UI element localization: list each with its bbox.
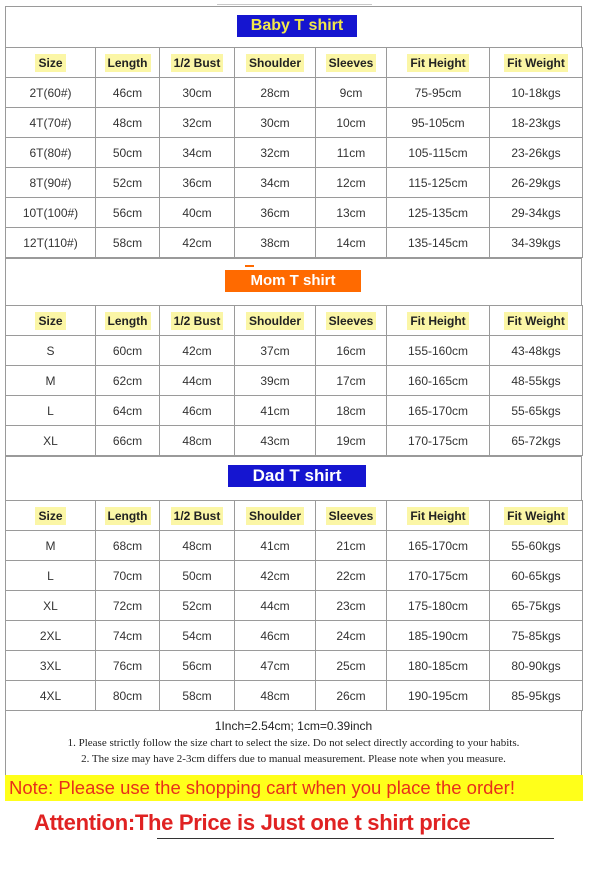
cell-shoulder: 37cm bbox=[235, 336, 316, 366]
cell-length: 60cm bbox=[96, 336, 160, 366]
cell-size: 4T(70#) bbox=[6, 108, 96, 138]
cell-length: 58cm bbox=[96, 228, 160, 258]
table-row bbox=[6, 531, 583, 561]
cell-shoulder: 42cm bbox=[235, 561, 316, 591]
cell-sleeves: 22cm bbox=[316, 561, 387, 591]
cell-bust: 56cm bbox=[160, 651, 235, 681]
cell-fit-height: 170-175cm bbox=[387, 426, 490, 456]
size-chart bbox=[5, 6, 582, 779]
measurement-note: 2. The size may have 2-3cm differs due to manual measurement. Please note when you measure. bbox=[81, 753, 506, 765]
cell-bust: 44cm bbox=[160, 366, 235, 396]
col-length-header: Length bbox=[96, 501, 160, 531]
mom-title: Mom T shirt bbox=[225, 270, 361, 292]
cell-shoulder: 28cm bbox=[235, 78, 316, 108]
mom-section-header bbox=[5, 258, 582, 305]
cell-fit-weight: 29-34kgs bbox=[490, 198, 583, 228]
col-shoulder-header: Shoulder bbox=[235, 306, 316, 336]
cell-bust: 48cm bbox=[160, 531, 235, 561]
cell-size: 12T(110#) bbox=[6, 228, 96, 258]
col-size-header: Size bbox=[6, 501, 96, 531]
cell-fit-height: 95-105cm bbox=[387, 108, 490, 138]
cell-bust: 36cm bbox=[160, 168, 235, 198]
cell-fit-weight: 65-72kgs bbox=[490, 426, 583, 456]
cell-length: 68cm bbox=[96, 531, 160, 561]
cell-sleeves: 12cm bbox=[316, 168, 387, 198]
cell-shoulder: 34cm bbox=[235, 168, 316, 198]
cell-length: 80cm bbox=[96, 681, 160, 711]
cell-fit-weight: 85-95kgs bbox=[490, 681, 583, 711]
table-header-row bbox=[6, 48, 583, 78]
cell-size: 8T(90#) bbox=[6, 168, 96, 198]
cell-bust: 54cm bbox=[160, 621, 235, 651]
cell-fit-height: 75-95cm bbox=[387, 78, 490, 108]
cell-size: 4XL bbox=[6, 681, 96, 711]
cell-fit-weight: 34-39kgs bbox=[490, 228, 583, 258]
cell-fit-weight: 55-65kgs bbox=[490, 396, 583, 426]
unit-conversion-note: 1Inch=2.54cm; 1cm=0.39inch bbox=[214, 719, 373, 733]
col-fit-height-header: Fit Height bbox=[387, 306, 490, 336]
cell-shoulder: 36cm bbox=[235, 198, 316, 228]
cell-sleeves: 14cm bbox=[316, 228, 387, 258]
cell-fit-height: 135-145cm bbox=[387, 228, 490, 258]
cell-fit-weight: 60-65kgs bbox=[490, 561, 583, 591]
cell-length: 74cm bbox=[96, 621, 160, 651]
cell-shoulder: 43cm bbox=[235, 426, 316, 456]
cell-fit-height: 175-180cm bbox=[387, 591, 490, 621]
cell-shoulder: 30cm bbox=[235, 108, 316, 138]
cell-sleeves: 19cm bbox=[316, 426, 387, 456]
cell-sleeves: 26cm bbox=[316, 681, 387, 711]
cell-bust: 34cm bbox=[160, 138, 235, 168]
cell-size: 10T(100#) bbox=[6, 198, 96, 228]
cell-sleeves: 11cm bbox=[316, 138, 387, 168]
cell-length: 52cm bbox=[96, 168, 160, 198]
col-shoulder-header: Shoulder bbox=[235, 501, 316, 531]
table-row bbox=[6, 108, 583, 138]
col-fit-height-header: Fit Height bbox=[387, 501, 490, 531]
table-row bbox=[6, 138, 583, 168]
cell-shoulder: 44cm bbox=[235, 591, 316, 621]
col-fit-height-header: Fit Height bbox=[387, 48, 490, 78]
cell-length: 70cm bbox=[96, 561, 160, 591]
cell-fit-height: 115-125cm bbox=[387, 168, 490, 198]
col-size-header: Size bbox=[6, 306, 96, 336]
cell-shoulder: 47cm bbox=[235, 651, 316, 681]
table-row bbox=[6, 366, 583, 396]
cell-shoulder: 41cm bbox=[235, 396, 316, 426]
cell-sleeves: 25cm bbox=[316, 651, 387, 681]
cell-bust: 42cm bbox=[160, 336, 235, 366]
attention-underline bbox=[157, 838, 554, 839]
dad-title: Dad T shirt bbox=[228, 465, 366, 487]
col-sleeves-header: Sleeves bbox=[316, 306, 387, 336]
cell-bust: 58cm bbox=[160, 681, 235, 711]
cell-length: 64cm bbox=[96, 396, 160, 426]
table-row bbox=[6, 651, 583, 681]
col-length-header: Length bbox=[96, 48, 160, 78]
cell-fit-height: 180-185cm bbox=[387, 651, 490, 681]
table-row bbox=[6, 198, 583, 228]
cell-fit-weight: 23-26kgs bbox=[490, 138, 583, 168]
baby-size-table bbox=[5, 47, 583, 258]
cell-size: 2XL bbox=[6, 621, 96, 651]
col-shoulder-header: Shoulder bbox=[235, 48, 316, 78]
cell-sleeves: 13cm bbox=[316, 198, 387, 228]
cell-sleeves: 10cm bbox=[316, 108, 387, 138]
cell-fit-height: 105-115cm bbox=[387, 138, 490, 168]
cell-size: M bbox=[6, 366, 96, 396]
mom-title-accent bbox=[245, 265, 254, 267]
attention-prefix: Attention: bbox=[34, 810, 135, 835]
cell-sleeves: 21cm bbox=[316, 531, 387, 561]
cell-bust: 46cm bbox=[160, 396, 235, 426]
cell-shoulder: 48cm bbox=[235, 681, 316, 711]
cell-size: 6T(80#) bbox=[6, 138, 96, 168]
cell-sleeves: 24cm bbox=[316, 621, 387, 651]
attention-text: The Price is Just one t shirt price bbox=[134, 810, 471, 835]
table-row bbox=[6, 396, 583, 426]
cell-fit-weight: 43-48kgs bbox=[490, 336, 583, 366]
cell-size: 3XL bbox=[6, 651, 96, 681]
cell-size: 2T(60#) bbox=[6, 78, 96, 108]
table-row bbox=[6, 228, 583, 258]
col-sleeves-header: Sleeves bbox=[316, 48, 387, 78]
price-attention bbox=[34, 810, 470, 836]
cell-length: 48cm bbox=[96, 108, 160, 138]
cell-length: 76cm bbox=[96, 651, 160, 681]
cell-fit-height: 155-160cm bbox=[387, 336, 490, 366]
dad-size-table bbox=[5, 500, 583, 711]
col-fit-weight-header: Fit Weight bbox=[490, 48, 583, 78]
col-bust-header: 1/2 Bust bbox=[160, 48, 235, 78]
cell-size: S bbox=[6, 336, 96, 366]
cell-fit-weight: 26-29kgs bbox=[490, 168, 583, 198]
table-row bbox=[6, 681, 583, 711]
cell-shoulder: 32cm bbox=[235, 138, 316, 168]
cell-size: XL bbox=[6, 426, 96, 456]
table-row bbox=[6, 336, 583, 366]
cell-shoulder: 38cm bbox=[235, 228, 316, 258]
baby-title: Baby T shirt bbox=[237, 15, 357, 37]
table-header-row bbox=[6, 306, 583, 336]
col-length-header: Length bbox=[96, 306, 160, 336]
cell-bust: 40cm bbox=[160, 198, 235, 228]
mom-size-table bbox=[5, 305, 583, 456]
cell-fit-weight: 18-23kgs bbox=[490, 108, 583, 138]
table-row bbox=[6, 621, 583, 651]
cell-fit-height: 190-195cm bbox=[387, 681, 490, 711]
col-bust-header: 1/2 Bust bbox=[160, 306, 235, 336]
table-row bbox=[6, 78, 583, 108]
cell-sleeves: 18cm bbox=[316, 396, 387, 426]
cell-fit-weight: 55-60kgs bbox=[490, 531, 583, 561]
cell-bust: 30cm bbox=[160, 78, 235, 108]
banner-text: Note: Please use the shopping cart when you place the order! bbox=[9, 777, 515, 798]
col-fit-weight-header: Fit Weight bbox=[490, 501, 583, 531]
table-header-row bbox=[6, 501, 583, 531]
cell-fit-weight: 80-90kgs bbox=[490, 651, 583, 681]
cell-size: L bbox=[6, 561, 96, 591]
cell-fit-height: 165-170cm bbox=[387, 531, 490, 561]
baby-section-header bbox=[5, 6, 582, 47]
cell-fit-weight: 10-18kgs bbox=[490, 78, 583, 108]
table-row bbox=[6, 561, 583, 591]
cell-length: 50cm bbox=[96, 138, 160, 168]
cell-size: L bbox=[6, 396, 96, 426]
cell-fit-height: 125-135cm bbox=[387, 198, 490, 228]
cell-shoulder: 41cm bbox=[235, 531, 316, 561]
cell-length: 62cm bbox=[96, 366, 160, 396]
cell-shoulder: 46cm bbox=[235, 621, 316, 651]
cell-fit-weight: 65-75kgs bbox=[490, 591, 583, 621]
size-selection-note: 1. Please strictly follow the size chart to select the size. Do not select directly according to your habits. bbox=[67, 737, 520, 749]
col-size-header: Size bbox=[6, 48, 96, 78]
cell-length: 56cm bbox=[96, 198, 160, 228]
cell-bust: 50cm bbox=[160, 561, 235, 591]
col-fit-weight-header: Fit Weight bbox=[490, 306, 583, 336]
cell-length: 46cm bbox=[96, 78, 160, 108]
cell-bust: 42cm bbox=[160, 228, 235, 258]
cell-sleeves: 23cm bbox=[316, 591, 387, 621]
shopping-cart-banner bbox=[5, 775, 583, 801]
dad-section-header bbox=[5, 456, 582, 500]
size-notes bbox=[5, 711, 582, 779]
cell-fit-weight: 48-55kgs bbox=[490, 366, 583, 396]
cell-bust: 32cm bbox=[160, 108, 235, 138]
cell-length: 72cm bbox=[96, 591, 160, 621]
table-row bbox=[6, 426, 583, 456]
cell-length: 66cm bbox=[96, 426, 160, 456]
col-sleeves-header: Sleeves bbox=[316, 501, 387, 531]
cell-sleeves: 9cm bbox=[316, 78, 387, 108]
cell-fit-weight: 75-85kgs bbox=[490, 621, 583, 651]
cell-bust: 52cm bbox=[160, 591, 235, 621]
cell-fit-height: 165-170cm bbox=[387, 396, 490, 426]
cell-size: M bbox=[6, 531, 96, 561]
top-divider-line bbox=[217, 4, 372, 5]
cell-fit-height: 185-190cm bbox=[387, 621, 490, 651]
cell-bust: 48cm bbox=[160, 426, 235, 456]
cell-shoulder: 39cm bbox=[235, 366, 316, 396]
cell-fit-height: 160-165cm bbox=[387, 366, 490, 396]
table-row bbox=[6, 168, 583, 198]
cell-size: XL bbox=[6, 591, 96, 621]
cell-fit-height: 170-175cm bbox=[387, 561, 490, 591]
col-bust-header: 1/2 Bust bbox=[160, 501, 235, 531]
cell-sleeves: 16cm bbox=[316, 336, 387, 366]
table-row bbox=[6, 591, 583, 621]
cell-sleeves: 17cm bbox=[316, 366, 387, 396]
